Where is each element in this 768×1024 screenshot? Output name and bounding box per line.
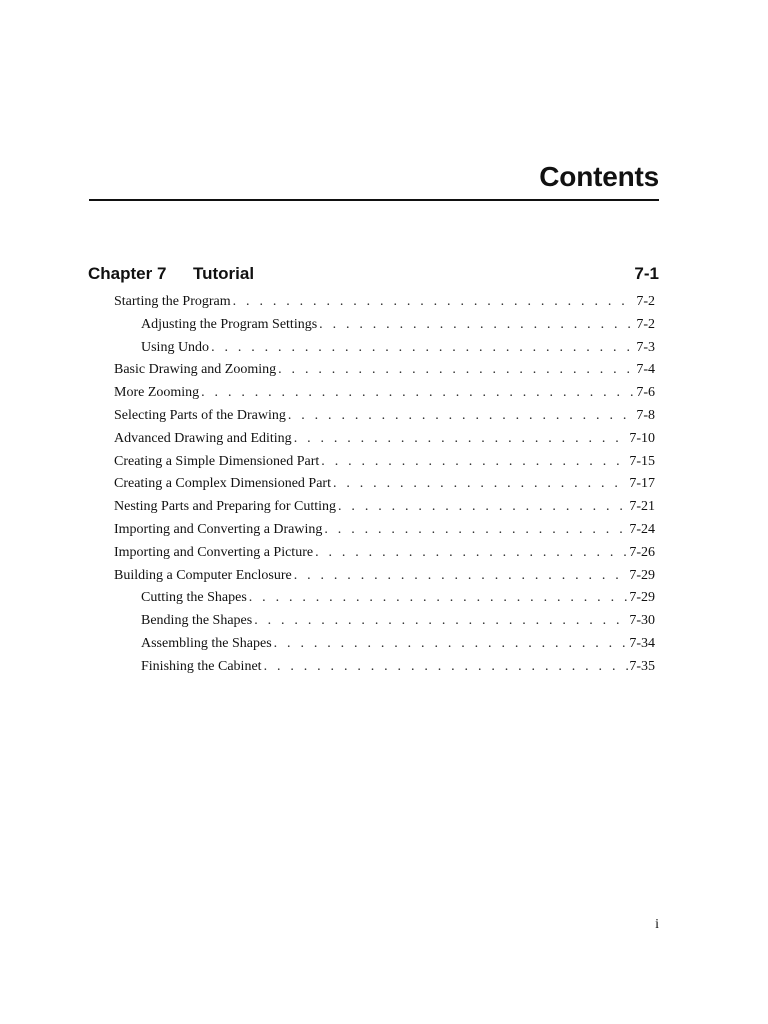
toc-dot-leader	[294, 565, 629, 588]
toc-entry-title: Assembling the Shapes	[141, 633, 274, 656]
toc-dot-leader	[211, 337, 635, 360]
toc-entry-line	[114, 542, 655, 565]
toc-entry-title: Importing and Converting a Drawing	[114, 519, 324, 542]
toc-dot-leader	[333, 473, 628, 496]
toc-entry-page-number: 7-29	[628, 565, 655, 588]
toc-entry-title: Basic Drawing and Zooming	[114, 359, 278, 382]
toc-entry-line	[141, 610, 655, 633]
toc-entry-line	[114, 359, 655, 382]
toc-entry[interactable]	[114, 359, 655, 382]
toc-entry[interactable]	[114, 382, 655, 405]
toc-entry-page-number: 7-3	[635, 337, 655, 360]
toc-entry-title: Finishing the Cabinet	[141, 656, 264, 679]
toc-entry-line	[114, 473, 655, 496]
toc-entry[interactable]	[114, 428, 655, 451]
toc-dot-leader	[278, 359, 635, 382]
toc-entry-page-number: 7-8	[635, 405, 655, 428]
toc-entry-line	[114, 291, 655, 314]
toc-entry-title: Selecting Parts of the Drawing	[114, 405, 288, 428]
toc-entry[interactable]	[114, 565, 655, 588]
toc-entry-page-number: 7-29	[628, 587, 655, 610]
toc-entry[interactable]	[114, 291, 655, 314]
toc-entry-page-number: 7-4	[635, 359, 655, 382]
toc-entry-title: Importing and Converting a Picture	[114, 542, 315, 565]
toc-dot-leader	[264, 656, 629, 679]
title-divider	[89, 199, 659, 201]
toc-dot-leader	[315, 542, 628, 565]
toc-entry-page-number: 7-15	[628, 451, 655, 474]
toc-entry[interactable]	[141, 633, 655, 656]
toc-entry-line	[141, 656, 655, 679]
toc-dot-leader	[319, 314, 635, 337]
toc-dot-leader	[254, 610, 628, 633]
toc-entry-title: Advanced Drawing and Editing	[114, 428, 294, 451]
page-folio: i	[655, 917, 659, 932]
toc-entry-page-number: 7-10	[628, 428, 655, 451]
toc-entry-title: Cutting the Shapes	[141, 587, 249, 610]
toc-entry-page-number: 7-24	[628, 519, 655, 542]
page-title: Contents	[539, 160, 659, 192]
toc-entry-line	[141, 337, 655, 360]
toc-entry-page-number: 7-30	[628, 610, 655, 633]
toc-dot-leader	[249, 587, 629, 610]
chapter-label: Chapter 7	[88, 264, 167, 283]
toc-dot-leader	[324, 519, 628, 542]
toc-entry-line	[114, 382, 655, 405]
toc-entry-title: Using Undo	[141, 337, 211, 360]
toc-dot-leader	[294, 428, 629, 451]
toc-entry-title: Nesting Parts and Preparing for Cutting	[114, 496, 338, 519]
toc-entry[interactable]	[141, 314, 655, 337]
toc-entry-page-number: 7-26	[628, 542, 655, 565]
chapter-title: Tutorial	[193, 264, 255, 283]
toc-entry[interactable]	[114, 519, 655, 542]
chapter-page-number: 7-1	[634, 264, 659, 283]
toc-entry-page-number: 7-21	[628, 496, 655, 519]
toc-dot-leader	[288, 405, 635, 428]
toc-entry-title: Adjusting the Program Settings	[141, 314, 319, 337]
toc-entry-page-number: 7-2	[635, 314, 655, 337]
toc-entry[interactable]	[141, 587, 655, 610]
toc-entry-line	[141, 587, 655, 610]
chapter-heading[interactable]	[88, 264, 659, 286]
toc-list	[0, 291, 768, 679]
toc-entry-line	[114, 405, 655, 428]
toc-entry-line	[114, 451, 655, 474]
toc-entry-line	[114, 496, 655, 519]
toc-dot-leader	[338, 496, 628, 519]
toc-dot-leader	[274, 633, 629, 656]
toc-entry-line	[141, 314, 655, 337]
toc-entry[interactable]	[114, 451, 655, 474]
toc-entry[interactable]	[141, 656, 655, 679]
toc-entry-line	[114, 519, 655, 542]
toc-dot-leader	[233, 291, 636, 314]
toc-entry-line	[114, 565, 655, 588]
toc-entry-title: Starting the Program	[114, 291, 233, 314]
toc-entry[interactable]	[141, 337, 655, 360]
toc-entry[interactable]	[114, 405, 655, 428]
toc-entry-line	[114, 428, 655, 451]
toc-dot-leader	[201, 382, 635, 405]
toc-entry-title: Creating a Complex Dimensioned Part	[114, 473, 333, 496]
toc-entry-page-number: 7-34	[628, 633, 655, 656]
toc-entry[interactable]	[114, 542, 655, 565]
toc-entry[interactable]	[141, 610, 655, 633]
toc-entry-page-number: 7-2	[635, 291, 655, 314]
toc-entry-title: More Zooming	[114, 382, 201, 405]
toc-entry-page-number: 7-35	[628, 656, 655, 679]
toc-entry[interactable]	[114, 496, 655, 519]
toc-entry-line	[141, 633, 655, 656]
toc-entry-page-number: 7-6	[635, 382, 655, 405]
toc-dot-leader	[321, 451, 628, 474]
toc-entry-title: Bending the Shapes	[141, 610, 254, 633]
toc-entry[interactable]	[114, 473, 655, 496]
toc-entry-title: Building a Computer Enclosure	[114, 565, 294, 588]
toc-entry-page-number: 7-17	[628, 473, 655, 496]
toc-entry-title: Creating a Simple Dimensioned Part	[114, 451, 321, 474]
